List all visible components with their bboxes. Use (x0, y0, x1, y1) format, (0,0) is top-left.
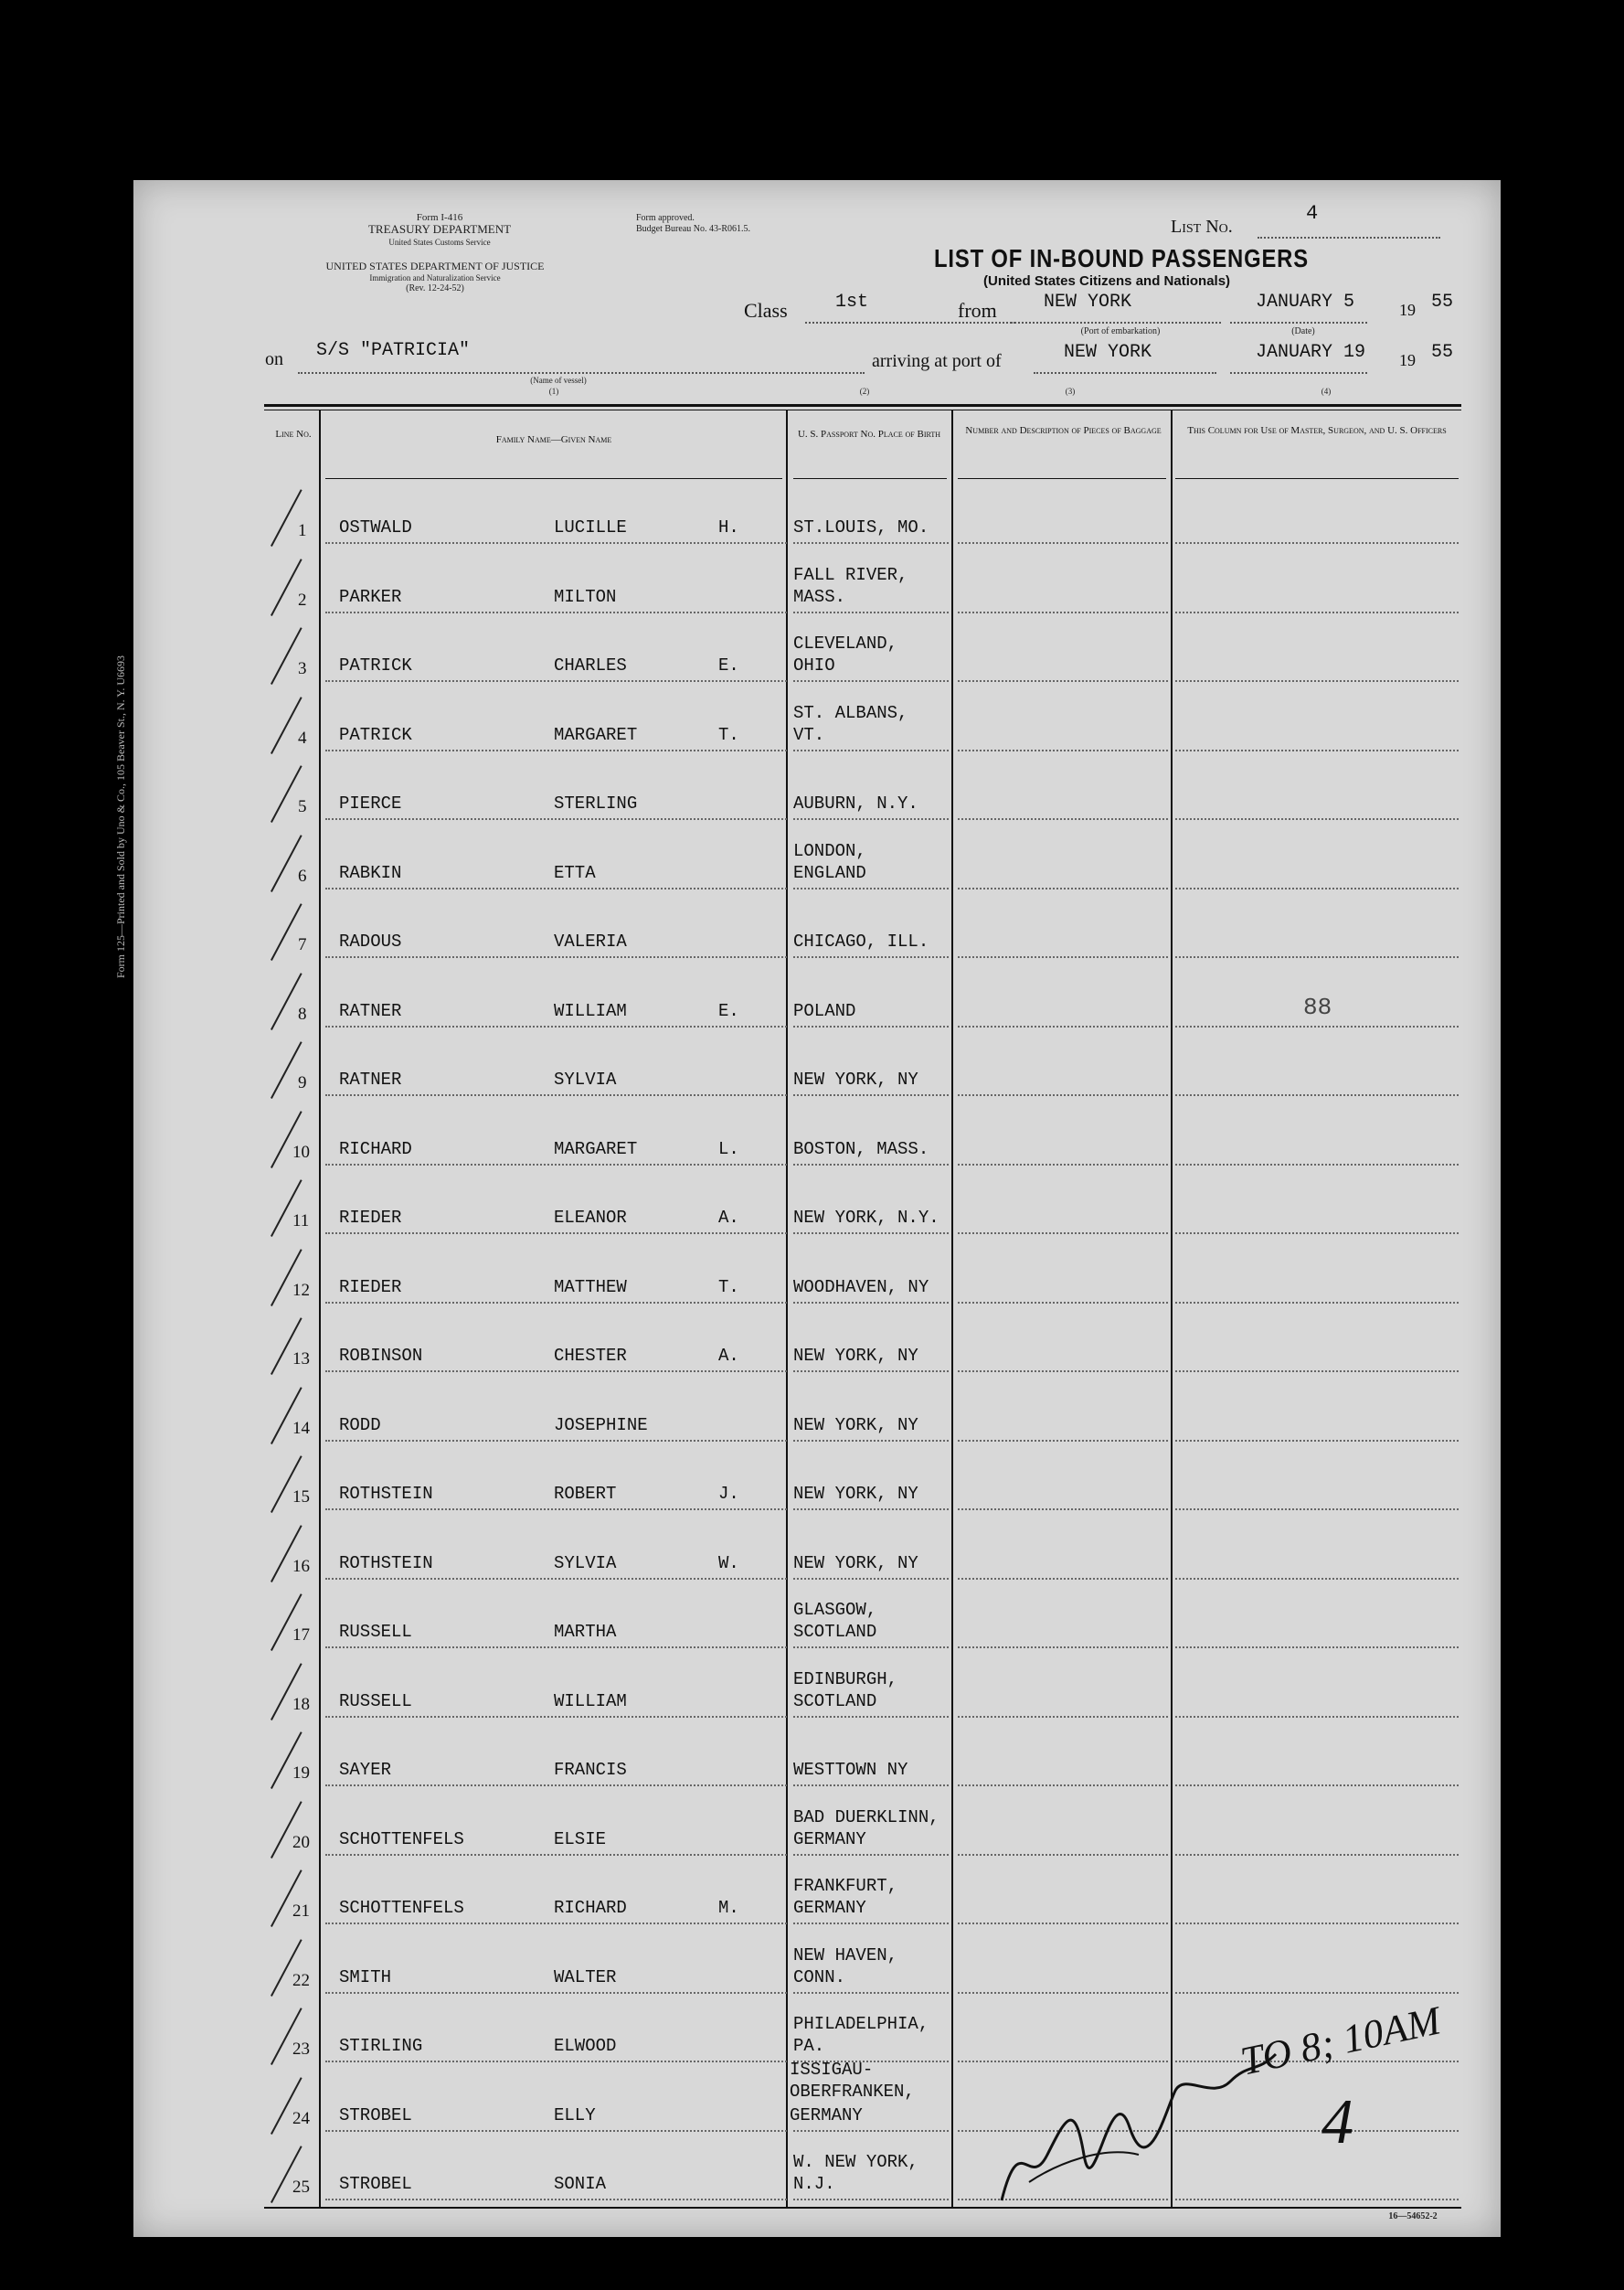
row-dotted-line (325, 612, 787, 613)
handwritten-note: TO 8; 10AM (1237, 1997, 1445, 2084)
table-row (133, 1181, 1501, 1251)
table-row (133, 767, 1501, 836)
family-name: ROTHSTEIN (339, 1484, 433, 1504)
row-dotted-line (325, 1854, 787, 1856)
middle-initial: E. (718, 655, 739, 676)
line-number: 24 (292, 2109, 310, 2128)
given-name: SONIA (554, 2174, 607, 2194)
row-dotted-line (325, 2130, 787, 2132)
row-dotted-line (325, 2199, 787, 2200)
place-of-birth: CHICAGO, ILL. (793, 932, 929, 952)
row-dotted-line (1175, 888, 1459, 889)
family-name: PIERCE (339, 794, 402, 814)
place-of-birth-line2: CONN. (793, 1967, 846, 1987)
given-name: SYLVIA (554, 1553, 617, 1573)
row-dotted-line (325, 750, 787, 751)
middle-initial: J. (718, 1484, 739, 1504)
immigration-service: Immigration and Naturalization Service (369, 273, 501, 282)
middle-initial: A. (718, 1208, 739, 1228)
class-label: Class (744, 299, 788, 322)
place-of-birth-line3: GERMANY (790, 2105, 863, 2125)
arrival-port-value: NEW YORK (1064, 342, 1152, 363)
form-approved: Form approved. (636, 213, 695, 223)
row-dotted-line (958, 1302, 1168, 1304)
line-number: 13 (292, 1349, 310, 1369)
table-row (133, 836, 1501, 906)
place-of-birth: ST. ALBANS, (793, 703, 908, 723)
row-dotted-line (793, 1164, 949, 1166)
table-row (133, 2060, 1501, 2148)
date-line (1230, 322, 1367, 324)
place-of-birth: CLEVELAND, (793, 634, 898, 654)
row-dotted-line (1175, 956, 1459, 958)
arriving-label: arriving at port of (872, 351, 1002, 371)
row-dotted-line (1175, 1026, 1459, 1028)
row-dotted-line (1175, 1440, 1459, 1442)
row-dotted-line (325, 1164, 787, 1166)
page-subtitle: (United States Citizens and Nationals) (983, 273, 1231, 289)
place-of-birth-line2: N.J. (793, 2174, 835, 2194)
table-row (133, 1665, 1501, 1734)
footer-code: 16—54652-2 (1388, 2211, 1438, 2221)
printer-imprint: Form 125—Printed and Sold by Uno & Co., 105 Beaver St., N. Y. U6693 (114, 655, 127, 978)
arrival-date-line (1230, 372, 1367, 374)
from-label: from (958, 299, 997, 322)
family-name: RUSSELL (339, 1691, 412, 1711)
middle-initial: T. (718, 725, 739, 745)
row-dotted-line (958, 1992, 1168, 1994)
given-name: SYLVIA (554, 1070, 617, 1090)
col-header-baggage: Number and Description of Pieces of Baggage (965, 425, 1162, 436)
row-dotted-line (793, 1094, 949, 1096)
family-name: RATNER (339, 1001, 402, 1021)
place-of-birth: NEW YORK, NY (793, 1484, 918, 1504)
row-dotted-line (1175, 1370, 1459, 1372)
row-dotted-line (1175, 1784, 1459, 1786)
row-dotted-line (793, 1302, 949, 1304)
family-name: SCHOTTENFELS (339, 1898, 464, 1918)
line-number: 4 (298, 729, 307, 748)
row-dotted-line (958, 888, 1168, 889)
year-value-1: 55 (1431, 292, 1454, 313)
line-number: 21 (292, 1901, 310, 1921)
line-number: 7 (298, 935, 307, 954)
row-dotted-line (1175, 1094, 1459, 1096)
table-row (133, 975, 1501, 1044)
row-dotted-line (958, 680, 1168, 682)
family-name: STROBEL (339, 2105, 412, 2125)
col-header-line-no: Line No. (275, 429, 312, 440)
form-revision: (Rev. 12-24-52) (406, 283, 464, 293)
row-dotted-line (793, 1508, 949, 1510)
line-number: 9 (298, 1073, 307, 1092)
family-name: RODD (339, 1415, 381, 1435)
row-dotted-line (1175, 1164, 1459, 1166)
given-name: MARGARET (554, 1139, 638, 1159)
middle-initial: E. (718, 1001, 739, 1021)
table-row (133, 1733, 1501, 1803)
line-number: 8 (298, 1005, 307, 1024)
middle-initial: T. (718, 1277, 739, 1297)
place-of-birth: PHILADELPHIA, (793, 2014, 929, 2034)
given-name: MATTHEW (554, 1277, 627, 1297)
family-name: ROTHSTEIN (339, 1553, 433, 1573)
year-value-2: 55 (1431, 342, 1454, 363)
table-row (133, 1389, 1501, 1458)
place-of-birth-line2: SCOTLAND (793, 1691, 877, 1711)
place-of-birth: NEW HAVEN, (793, 1945, 898, 1965)
row-dotted-line (325, 1508, 787, 1510)
row-dotted-line (793, 1578, 949, 1580)
place-of-birth: FALL RIVER, (793, 565, 908, 585)
table-row (133, 1871, 1501, 1941)
given-name: MARGARET (554, 725, 638, 745)
row-dotted-line (958, 1232, 1168, 1234)
row-dotted-line (793, 1440, 949, 1442)
row-dotted-line (793, 1716, 949, 1718)
given-name: STERLING (554, 794, 638, 814)
row-dotted-line (958, 1923, 1168, 1924)
header-underline-passport (793, 478, 947, 479)
row-dotted-line (793, 542, 949, 544)
row-dotted-line (325, 1784, 787, 1786)
given-name: JOSEPHINE (554, 1415, 648, 1435)
family-name: STROBEL (339, 2174, 412, 2194)
row-dotted-line (958, 818, 1168, 820)
line-number: 18 (292, 1695, 310, 1714)
middle-initial: L. (718, 1139, 739, 1159)
place-of-birth: FRANKFURT, (793, 1876, 898, 1896)
row-dotted-line (793, 818, 949, 820)
given-name: ELEANOR (554, 1208, 627, 1228)
row-dotted-line (958, 1854, 1168, 1856)
list-no-line (1258, 237, 1440, 239)
family-name: RADOUS (339, 932, 402, 952)
row-dotted-line (1175, 1646, 1459, 1648)
given-name: CHESTER (554, 1346, 627, 1366)
vessel-line (298, 372, 865, 374)
row-dotted-line (793, 1026, 949, 1028)
place-of-birth: AUBURN, N.Y. (793, 794, 918, 814)
table-row (133, 629, 1501, 698)
row-dotted-line (793, 1646, 949, 1648)
col-header-officers: This Column for Use of Master, Surgeon, and U. S. Officers (1187, 425, 1447, 436)
place-of-birth: NEW YORK, NY (793, 1346, 918, 1366)
place-of-birth-line2: OHIO (793, 655, 835, 676)
row-dotted-line (958, 1784, 1168, 1786)
row-dotted-line (958, 1508, 1168, 1510)
row-dotted-line (325, 1646, 787, 1648)
row-dotted-line (958, 750, 1168, 751)
family-name: RIEDER (339, 1208, 402, 1228)
place-of-birth: NEW YORK, NY (793, 1553, 918, 1573)
place-of-birth: GLASGOW, (793, 1600, 877, 1620)
table-row (133, 1941, 1501, 2010)
family-name: RICHARD (339, 1139, 412, 1159)
row-dotted-line (325, 818, 787, 820)
justice-dept: UNITED STATES DEPARTMENT OF JUSTICE (325, 260, 545, 272)
departure-date-value: JANUARY 5 (1256, 292, 1355, 313)
row-dotted-line (958, 542, 1168, 544)
row-dotted-line (1175, 818, 1459, 820)
middle-initial: W. (718, 1553, 739, 1573)
row-dotted-line (325, 1923, 787, 1924)
row-dotted-line (1175, 542, 1459, 544)
place-of-birth: BAD DUERKLINN, (793, 1807, 939, 1827)
officer-note-row8: 88 (1303, 994, 1332, 1021)
line-number: 6 (298, 867, 307, 886)
row-dotted-line (793, 1370, 949, 1372)
line-number: 14 (292, 1419, 310, 1438)
caption-2: (2) (859, 387, 870, 396)
family-name: RABKIN (339, 863, 402, 883)
list-no-value: 4 (1306, 202, 1319, 225)
middle-initial: H. (718, 517, 739, 538)
col-header-name: Family Name—Given Name (495, 434, 612, 445)
table-row (133, 1251, 1501, 1320)
place-of-birth-line2: OBERFRANKEN, (790, 2082, 915, 2102)
row-dotted-line (958, 1716, 1168, 1718)
row-dotted-line (1175, 612, 1459, 613)
given-name: WALTER (554, 1967, 617, 1987)
handwritten-number: 4 (1321, 2087, 1353, 2157)
row-dotted-line (958, 1440, 1168, 1442)
given-name: CHARLES (554, 655, 627, 676)
list-no-label: List No. (1171, 217, 1233, 237)
given-name: ELWOOD (554, 2036, 617, 2056)
family-name: STIRLING (339, 2036, 423, 2056)
place-of-birth-line2: PA. (793, 2036, 825, 2056)
line-number: 17 (292, 1625, 310, 1645)
place-of-birth: LONDON, (793, 841, 866, 861)
place-of-birth: NEW YORK, NY (793, 1415, 918, 1435)
budget-bureau: Budget Bureau No. 43-R061.5. (636, 224, 750, 234)
page-title: LIST OF IN-BOUND PASSENGERS (934, 244, 1309, 272)
line-number: 1 (298, 521, 307, 540)
header-underline-officers (1175, 478, 1459, 479)
table-row (133, 1457, 1501, 1527)
row-dotted-line (958, 1578, 1168, 1580)
customs-service: United States Customs Service (388, 238, 491, 247)
class-value: 1st (835, 292, 869, 313)
row-dotted-line (325, 680, 787, 682)
row-dotted-line (1175, 1302, 1459, 1304)
place-of-birth: POLAND (793, 1001, 856, 1021)
given-name: VALERIA (554, 932, 627, 952)
row-dotted-line (325, 1232, 787, 1234)
date-caption: (Date) (1291, 326, 1315, 336)
given-name: MARTHA (554, 1622, 617, 1642)
row-dotted-line (793, 612, 949, 613)
line-number: 2 (298, 591, 307, 610)
place-of-birth-line2: ENGLAND (793, 863, 866, 883)
line-number: 12 (292, 1281, 310, 1300)
table-row (133, 1113, 1501, 1182)
row-dotted-line (958, 1094, 1168, 1096)
form-number: Form I-416 (416, 212, 463, 223)
line-number: 19 (292, 1763, 310, 1783)
family-name: PATRICK (339, 655, 412, 676)
row-dotted-line (793, 1784, 949, 1786)
row-dotted-line (325, 1578, 787, 1580)
row-dotted-line (958, 1370, 1168, 1372)
year-prefix-1: 19 (1399, 301, 1416, 319)
family-name: ROBINSON (339, 1346, 423, 1366)
table-row (133, 1319, 1501, 1389)
row-dotted-line (958, 612, 1168, 613)
row-dotted-line (793, 1854, 949, 1856)
family-name: SMITH (339, 1967, 392, 1987)
port-embarkation-caption: (Port of embarkation) (1080, 326, 1161, 336)
family-name: SCHOTTENFELS (339, 1829, 464, 1849)
row-dotted-line (1175, 680, 1459, 682)
handwritten-signature (992, 2018, 1285, 2219)
table-row (133, 560, 1501, 630)
header-underline-name (325, 478, 782, 479)
caption-1: (1) (548, 387, 559, 396)
place-of-birth: ISSIGAU- (790, 2060, 874, 2080)
row-dotted-line (1175, 1992, 1459, 1994)
row-dotted-line (793, 750, 949, 751)
family-name: RUSSELL (339, 1622, 412, 1642)
place-of-birth-line2: GERMANY (793, 1898, 866, 1918)
given-name: ELSIE (554, 1829, 607, 1849)
family-name: RIEDER (339, 1277, 402, 1297)
from-line (1011, 322, 1221, 324)
family-name: PATRICK (339, 725, 412, 745)
row-dotted-line (958, 1026, 1168, 1028)
line-number: 11 (292, 1211, 310, 1230)
vessel-name-value: S/S "PATRICIA" (316, 340, 471, 361)
row-dotted-line (1175, 1716, 1459, 1718)
on-label: on (265, 349, 283, 369)
given-name: LUCILLE (554, 517, 627, 538)
place-of-birth: ST.LOUIS, MO. (793, 517, 929, 538)
place-of-birth: WOODHAVEN, NY (793, 1277, 929, 1297)
line-number: 20 (292, 1833, 310, 1852)
line-number: 15 (292, 1487, 310, 1507)
row-dotted-line (1175, 1578, 1459, 1580)
middle-initial: M. (718, 1898, 739, 1918)
place-of-birth-line2: GERMANY (793, 1829, 866, 1849)
given-name: WILLIAM (554, 1001, 627, 1021)
place-of-birth: NEW YORK, NY (793, 1070, 918, 1090)
row-dotted-line (793, 680, 949, 682)
header-underline-baggage (958, 478, 1166, 479)
line-number: 16 (292, 1557, 310, 1576)
row-dotted-line (793, 956, 949, 958)
given-name: WILLIAM (554, 1691, 627, 1711)
row-dotted-line (1175, 1232, 1459, 1234)
row-dotted-line (1175, 1854, 1459, 1856)
row-dotted-line (1175, 750, 1459, 751)
row-dotted-line (958, 1646, 1168, 1648)
given-name: ELLY (554, 2105, 596, 2125)
arrival-port-line (1034, 372, 1216, 374)
row-dotted-line (325, 1302, 787, 1304)
place-of-birth: BOSTON, MASS. (793, 1139, 929, 1159)
given-name: ETTA (554, 863, 596, 883)
row-dotted-line (325, 888, 787, 889)
line-number: 3 (298, 659, 307, 678)
given-name: MILTON (554, 587, 617, 607)
middle-initial: A. (718, 1346, 739, 1366)
table-top-rule (264, 404, 1461, 407)
row-dotted-line (958, 1164, 1168, 1166)
place-of-birth: W. NEW YORK, (793, 2152, 918, 2172)
row-dotted-line (325, 1716, 787, 1718)
row-dotted-line (1175, 1508, 1459, 1510)
row-dotted-line (325, 956, 787, 958)
table-row (133, 491, 1501, 560)
row-dotted-line (1175, 1923, 1459, 1924)
row-dotted-line (325, 1370, 787, 1372)
row-dotted-line (325, 2061, 787, 2062)
place-of-birth-line2: VT. (793, 725, 825, 745)
place-of-birth: EDINBURGH, (793, 1669, 898, 1689)
line-number: 10 (292, 1143, 310, 1162)
given-name: RICHARD (554, 1898, 627, 1918)
table-row (133, 905, 1501, 975)
place-of-birth: WESTTOWN NY (793, 1760, 908, 1780)
table-row (133, 1595, 1501, 1665)
line-number: 5 (298, 797, 307, 816)
given-name: ROBERT (554, 1484, 617, 1504)
row-dotted-line (325, 1026, 787, 1028)
family-name: RATNER (339, 1070, 402, 1090)
line-number: 22 (292, 1971, 310, 1990)
table-row (133, 1527, 1501, 1596)
row-dotted-line (325, 1440, 787, 1442)
row-dotted-line (793, 1923, 949, 1924)
table-row (133, 698, 1501, 768)
row-dotted-line (325, 542, 787, 544)
table-row (133, 1803, 1501, 1872)
place-of-birth: NEW YORK, N.Y. (793, 1208, 939, 1228)
row-dotted-line (793, 1232, 949, 1234)
row-dotted-line (793, 2199, 949, 2200)
line-number: 25 (292, 2178, 310, 2197)
row-dotted-line (325, 1992, 787, 1994)
family-name: OSTWALD (339, 517, 412, 538)
manifest-page (133, 180, 1501, 2237)
from-port-value: NEW YORK (1044, 292, 1132, 313)
family-name: SAYER (339, 1760, 392, 1780)
arrival-date-value: JANUARY 19 (1256, 342, 1366, 363)
treasury-dept: TREASURY DEPARTMENT (367, 222, 512, 236)
row-dotted-line (325, 1094, 787, 1096)
table-row (133, 2147, 1501, 2217)
vessel-caption: (Name of vessel) (530, 376, 587, 385)
caption-4: (4) (1321, 387, 1332, 396)
row-dotted-line (793, 888, 949, 889)
table-row (133, 1043, 1501, 1113)
col-header-passport: U. S. Passport No. Place of Birth (797, 429, 941, 440)
given-name: FRANCIS (554, 1760, 627, 1780)
place-of-birth-line2: MASS. (793, 587, 846, 607)
caption-3: (3) (1065, 387, 1076, 396)
row-dotted-line (793, 2130, 949, 2132)
place-of-birth-line2: SCOTLAND (793, 1622, 877, 1642)
family-name: PARKER (339, 587, 402, 607)
line-number: 23 (292, 2040, 310, 2059)
row-dotted-line (793, 1992, 949, 1994)
year-prefix-2: 19 (1399, 351, 1416, 369)
row-dotted-line (958, 956, 1168, 958)
